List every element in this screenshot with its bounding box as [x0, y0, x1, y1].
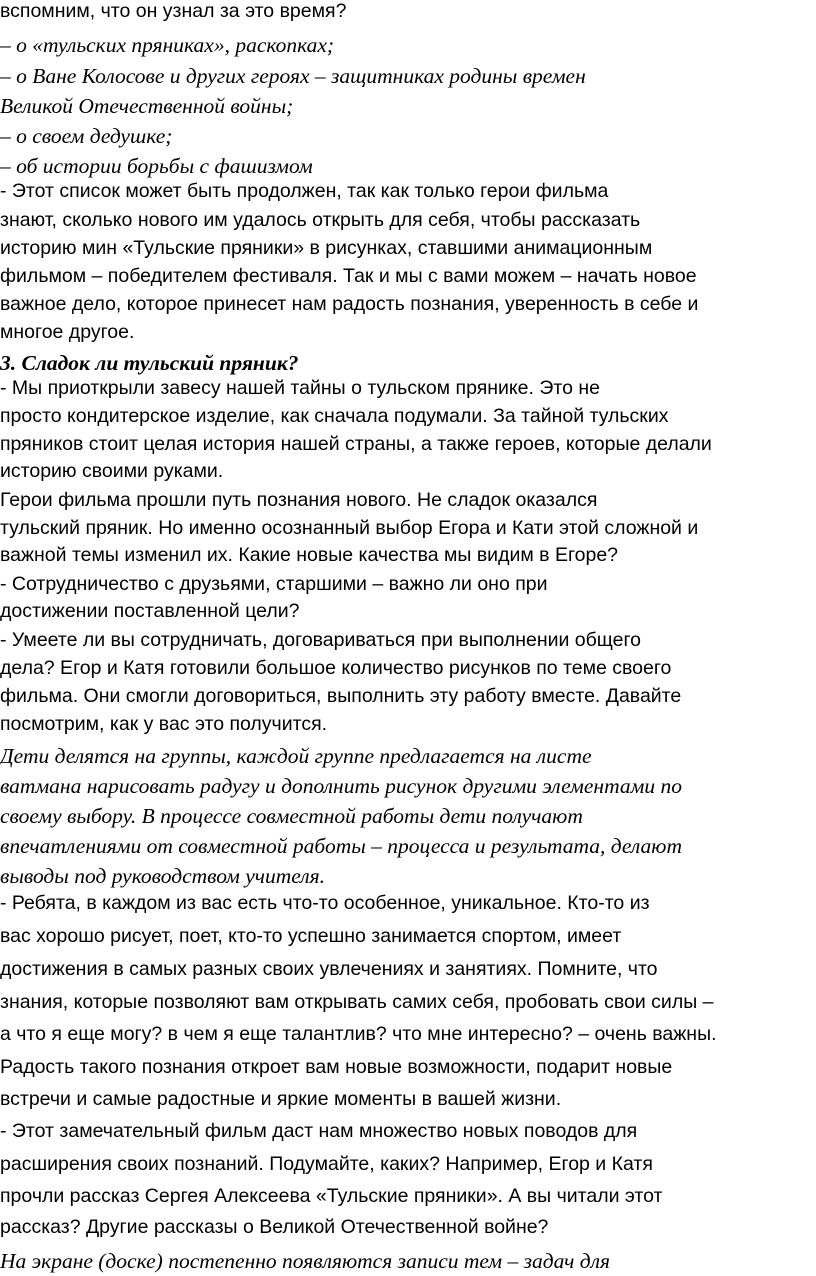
text-line: - Этот замечательный фильм даст нам множество новых поводов для [0, 1120, 638, 1142]
text-line: а что я еще могу? в чем я еще талантлив? что мне интересно? – очень важны. [0, 1023, 717, 1045]
activity-note: впечатлениями от совместной работы – процесса и результата, делают [0, 834, 682, 858]
text-line: Радость такого познания откроет вам новые возможности, подарит новые [0, 1056, 673, 1078]
text-line: пряников стоит целая история нашей страны, а также героев, которые делали [0, 433, 712, 455]
text-line: просто кондитерское изделие, как сначала подумали. За тайной тульских [0, 405, 669, 427]
text-line: - Умеете ли вы сотрудничать, договариваться при выполнении общего [0, 629, 642, 651]
text-line: знают, сколько нового им удалось открыть для себя, чтобы рассказать [0, 209, 641, 231]
text-line: расширения своих познаний. Подумайте, каких? Например, Егор и Катя [0, 1153, 653, 1175]
section-heading: 3. Сладок ли тульский пряник? [0, 351, 299, 375]
text-line: тульский пряник. Но именно осознанный выбор Егора и Кати этой сложной и [0, 517, 699, 539]
activity-note: своему выбору. В процессе совместной работы дети получают [0, 804, 583, 828]
text-line: историю мин «Тульские пряники» в рисунках, ставшими анимационным [0, 237, 653, 259]
text-line: знания, которые позволяют вам открывать самих себя, пробовать свои силы – [0, 991, 714, 1013]
list-item: – о своем дедушке; [0, 124, 173, 148]
list-item: – о Ване Колосове и других героях – защитниках родины времен [0, 64, 586, 88]
activity-note: На экране (доске) постепенно появляются записи тем – задач для [0, 1249, 610, 1273]
text-line: многое другое. [0, 321, 135, 343]
text-line: вас хорошо рисует, поет, кто-то успешно занимается спортом, имеет [0, 925, 622, 947]
activity-note: выводы под руководством учителя. [0, 864, 326, 888]
text-line: важное дело, которое принесет нам радость познания, уверенность в себе и [0, 293, 699, 315]
text-line: Герои фильма прошли путь познания нового. Не сладок оказался [0, 489, 598, 511]
activity-note: ватмана нарисовать радугу и дополнить рисунок другими элементами по [0, 774, 682, 798]
list-item-continuation: Великой Отечественной войны; [0, 94, 294, 118]
text-line: - Этот список может быть продолжен, так как только герои фильма [0, 180, 609, 202]
text-line: - Ребята, в каждом из вас есть что-то особенное, уникальное. Кто-то из [0, 892, 650, 914]
text-line: фильма. Они смогли договориться, выполнить эту работу вместе. Давайте [0, 685, 682, 707]
text-line: рассказ? Другие рассказы о Великой Отечественной войне? [0, 1216, 549, 1238]
text-line: достижения в самых разных своих увлечениях и занятиях. Помните, что [0, 958, 658, 980]
text-line: вспомним, что он узнал за это время? [0, 0, 347, 22]
text-line: - Мы приоткрыли завесу нашей тайны о тульском прянике. Это не [0, 377, 600, 399]
text-line: встречи и самые радостные и яркие моменты в вашей жизни. [0, 1088, 562, 1110]
text-line: достижении поставленной цели? [0, 600, 300, 622]
text-line: посмотрим, как у вас это получится. [0, 713, 328, 735]
text-line: дела? Егор и Катя готовили большое количество рисунков по теме своего [0, 657, 672, 679]
list-item: – о «тульских пряниках», раскопках; [0, 33, 335, 57]
activity-note: Дети делятся на группы, каждой группе предлагается на листе [0, 744, 592, 768]
text-line: - Сотрудничество с друзьями, старшими – важно ли оно при [0, 573, 548, 595]
text-line: прочли рассказ Сергея Алексеева «Тульские пряники». А вы читали этот [0, 1185, 663, 1207]
text-line: фильмом – победителем фестиваля. Так и мы с вами можем – начать новое [0, 265, 697, 287]
text-line: важной темы изменил их. Какие новые качества мы видим в Егоре? [0, 544, 619, 566]
text-line: историю своими руками. [0, 460, 224, 482]
list-item: – об истории борьбы с фашизмом [0, 154, 313, 178]
